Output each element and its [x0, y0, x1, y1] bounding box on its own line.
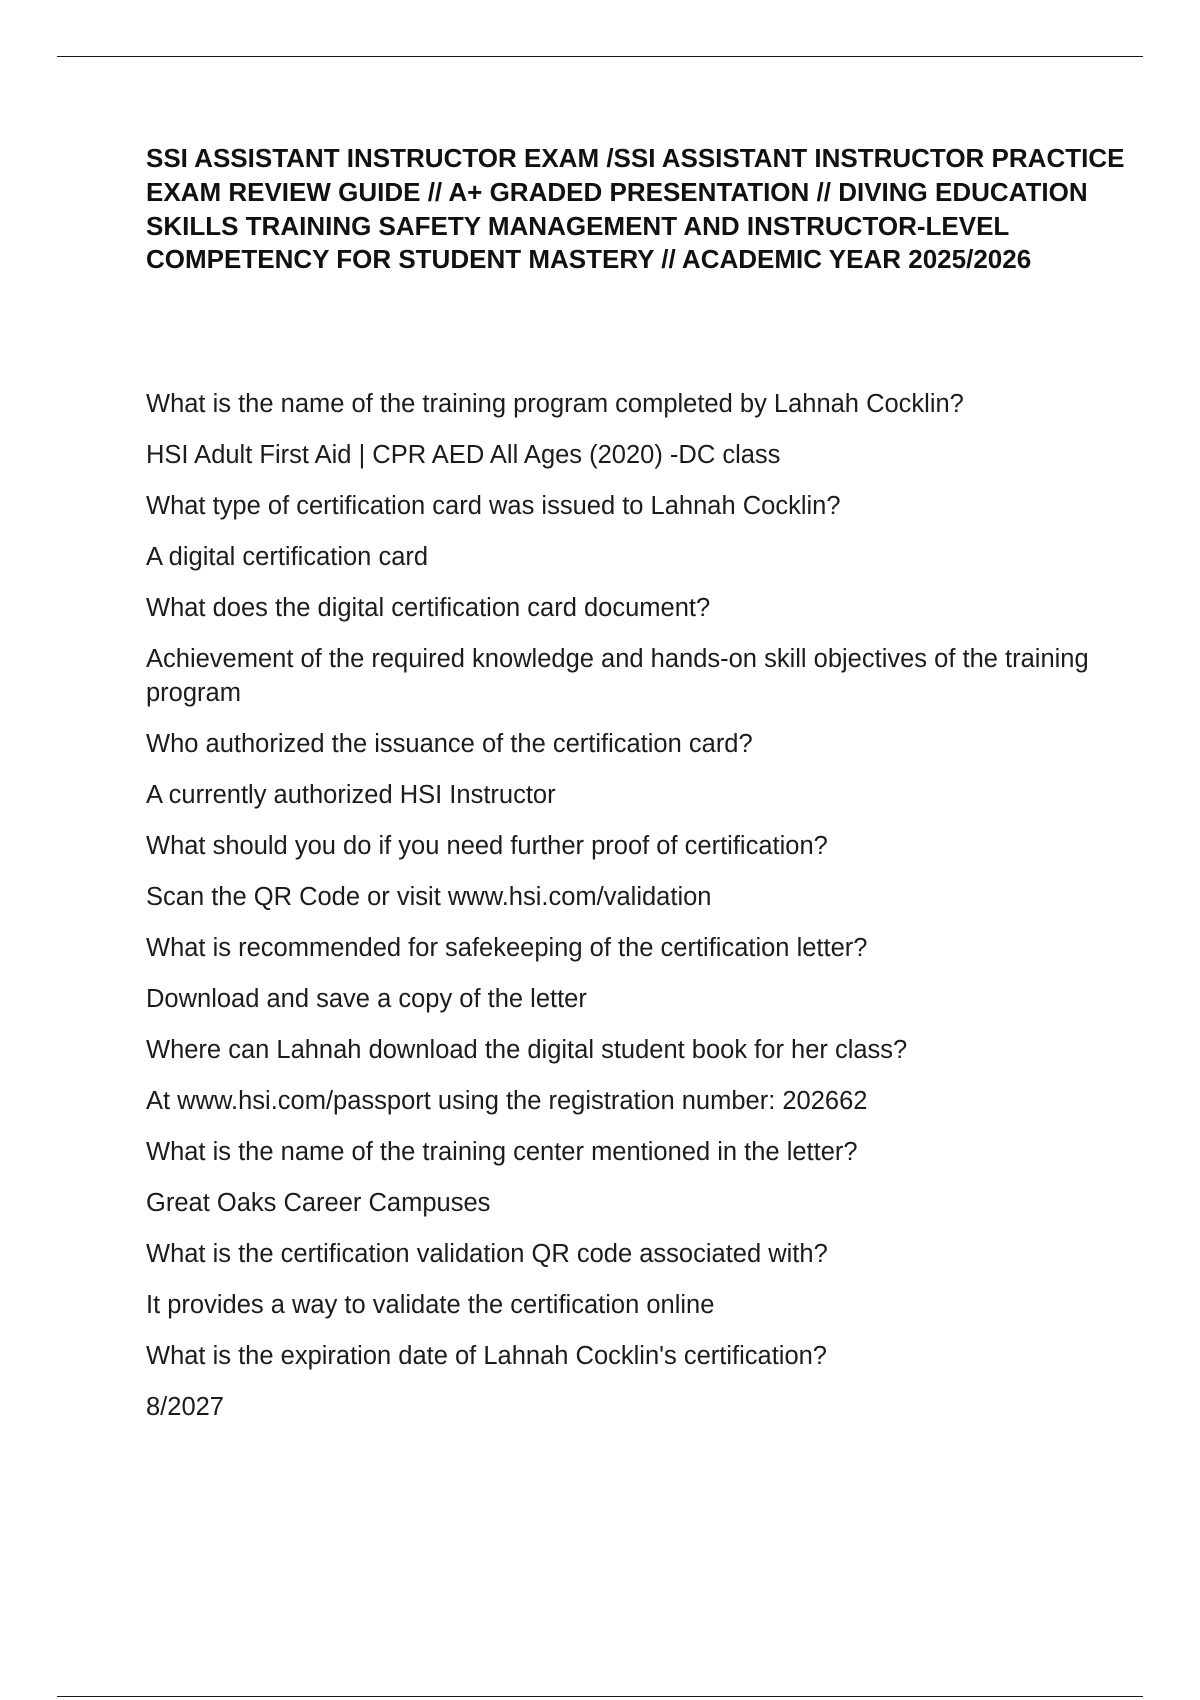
answer-6: Download and save a copy of the letter: [146, 985, 587, 1013]
question-2: What type of certification card was issued to Lahnah Cocklin?: [146, 492, 841, 520]
question-4: Who authorized the issuance of the certification card?: [146, 730, 753, 758]
answer-1: HSI Adult First Aid | CPR AED All Ages (2020) -DC class: [146, 441, 781, 469]
answer-4: A currently authorized HSI Instructor: [146, 781, 556, 809]
answer-9: It provides a way to validate the certification online: [146, 1291, 715, 1319]
top-divider: [57, 56, 1143, 57]
question-9: What is the certification validation QR code associated with?: [146, 1240, 828, 1268]
answer-8: Great Oaks Career Campuses: [146, 1189, 491, 1217]
question-3: What does the digital certification card document?: [146, 594, 711, 622]
qa-list: [146, 387, 1146, 1441]
question-1: What is the name of the training program completed by Lahnah Cocklin?: [146, 390, 964, 418]
question-5: What should you do if you need further proof of certification?: [146, 832, 828, 860]
question-7: Where can Lahnah download the digital student book for her class?: [146, 1036, 908, 1064]
question-10: What is the expiration date of Lahnah Cocklin's certification?: [146, 1342, 827, 1370]
question-6: What is recommended for safekeeping of the certification letter?: [146, 934, 868, 962]
answer-7: At www.hsi.com/passport using the registration number: 202662: [146, 1087, 868, 1115]
question-8: What is the name of the training center mentioned in the letter?: [146, 1138, 858, 1166]
answer-3: Achievement of the required knowledge and hands-on skill objectives of the training program: [146, 645, 1089, 707]
answer-5: Scan the QR Code or visit www.hsi.com/validation: [146, 883, 712, 911]
answer-2: A digital certification card: [146, 543, 429, 571]
document-title: SSI ASSISTANT INSTRUCTOR EXAM /SSI ASSISTANT INSTRUCTOR PRACTICE EXAM REVIEW GUIDE // A+ GRADED PRESENTATION // DIVING EDUCATION SKILLS TRAINING SAFETY MANAGEMENT AND INSTRUCTOR-LEVEL COMPETENCY FOR STUDENT MASTERY // ACADEMIC YEAR 2025/2026: [146, 143, 1125, 275]
answer-10: 8/2027: [146, 1393, 224, 1421]
bottom-divider: [57, 1696, 1143, 1697]
